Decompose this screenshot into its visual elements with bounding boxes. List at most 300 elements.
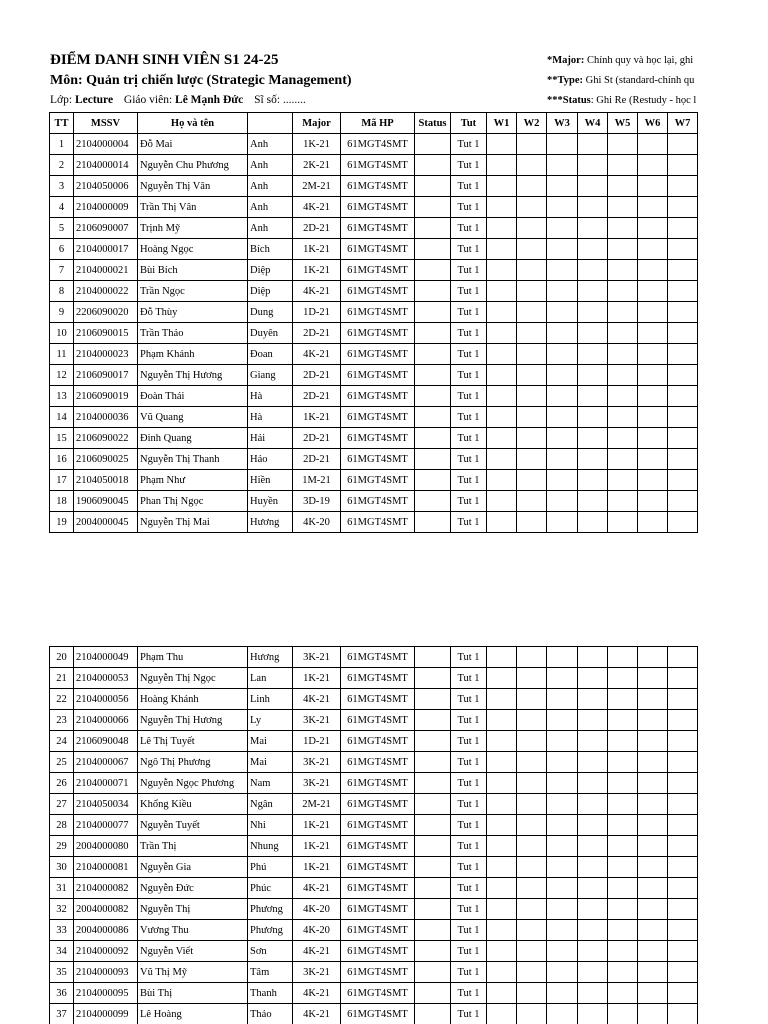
cell-tt: 10 bbox=[50, 323, 74, 344]
cell-w1[interactable] bbox=[487, 815, 517, 836]
cell-ma-hp: 61MGT4SMT bbox=[341, 689, 415, 710]
cell-w7[interactable] bbox=[668, 428, 698, 449]
cell-w3[interactable] bbox=[547, 239, 578, 260]
cell-mssv: 2106090025 bbox=[74, 449, 138, 470]
cell-w4[interactable] bbox=[578, 134, 608, 155]
cell-w1[interactable] bbox=[487, 302, 517, 323]
cell-w7[interactable] bbox=[668, 710, 698, 731]
cell-w6[interactable] bbox=[638, 920, 668, 941]
cell-ten: Mai bbox=[248, 731, 293, 752]
cell-w6[interactable] bbox=[638, 689, 668, 710]
cell-w2[interactable] bbox=[517, 647, 547, 668]
cell-w7[interactable] bbox=[668, 857, 698, 878]
cell-w2[interactable] bbox=[517, 1004, 547, 1024]
cell-w1[interactable] bbox=[487, 197, 517, 218]
cell-w1[interactable] bbox=[487, 962, 517, 983]
cell-w4[interactable] bbox=[578, 878, 608, 899]
cell-w7[interactable] bbox=[668, 815, 698, 836]
cell-w2[interactable] bbox=[517, 365, 547, 386]
cell-w2[interactable] bbox=[517, 689, 547, 710]
cell-w7[interactable] bbox=[668, 731, 698, 752]
cell-w4[interactable] bbox=[578, 407, 608, 428]
cell-w7[interactable] bbox=[668, 239, 698, 260]
cell-w6[interactable] bbox=[638, 710, 668, 731]
cell-w7[interactable] bbox=[668, 281, 698, 302]
cell-w1[interactable] bbox=[487, 668, 517, 689]
cell-w3[interactable] bbox=[547, 512, 578, 533]
cell-w1[interactable] bbox=[487, 941, 517, 962]
cell-w3[interactable] bbox=[547, 962, 578, 983]
cell-w2[interactable] bbox=[517, 386, 547, 407]
cell-w1[interactable] bbox=[487, 470, 517, 491]
cell-tt: 25 bbox=[50, 752, 74, 773]
cell-w4[interactable] bbox=[578, 920, 608, 941]
cell-w2[interactable] bbox=[517, 731, 547, 752]
cell-w5[interactable] bbox=[608, 836, 638, 857]
cell-ho-ten: Nguyễn Thị Hương bbox=[138, 365, 248, 386]
cell-major: 1K-21 bbox=[293, 836, 341, 857]
cell-tt: 23 bbox=[50, 710, 74, 731]
cell-w5[interactable] bbox=[608, 752, 638, 773]
cell-ma-hp: 61MGT4SMT bbox=[341, 878, 415, 899]
cell-w2[interactable] bbox=[517, 134, 547, 155]
cell-w1[interactable] bbox=[487, 983, 517, 1004]
cell-tut: Tut 1 bbox=[451, 302, 487, 323]
cell-w3[interactable] bbox=[547, 689, 578, 710]
cell-mssv: 2104050006 bbox=[74, 176, 138, 197]
cell-w2[interactable] bbox=[517, 407, 547, 428]
cell-w6[interactable] bbox=[638, 752, 668, 773]
cell-w7[interactable] bbox=[668, 323, 698, 344]
cell-w3[interactable] bbox=[547, 428, 578, 449]
cell-w5[interactable] bbox=[608, 710, 638, 731]
cell-w5[interactable] bbox=[608, 878, 638, 899]
cell-ten: Đoan bbox=[248, 344, 293, 365]
cell-w2[interactable] bbox=[517, 836, 547, 857]
cell-w1[interactable] bbox=[487, 731, 517, 752]
cell-w7[interactable] bbox=[668, 470, 698, 491]
cell-w4[interactable] bbox=[578, 449, 608, 470]
cell-w5[interactable] bbox=[608, 668, 638, 689]
cell-w6[interactable] bbox=[638, 260, 668, 281]
cell-w4[interactable] bbox=[578, 260, 608, 281]
cell-w4[interactable] bbox=[578, 281, 608, 302]
cell-w5[interactable] bbox=[608, 260, 638, 281]
cell-w1[interactable] bbox=[487, 386, 517, 407]
cell-w7[interactable] bbox=[668, 302, 698, 323]
cell-w5[interactable] bbox=[608, 512, 638, 533]
cell-w4[interactable] bbox=[578, 365, 608, 386]
cell-w4[interactable] bbox=[578, 512, 608, 533]
cell-w3[interactable] bbox=[547, 815, 578, 836]
cell-w4[interactable] bbox=[578, 155, 608, 176]
cell-w2[interactable] bbox=[517, 794, 547, 815]
cell-ho-ten: Phạm Thu bbox=[138, 647, 248, 668]
cell-w4[interactable] bbox=[578, 302, 608, 323]
cell-w3[interactable] bbox=[547, 710, 578, 731]
cell-tut: Tut 1 bbox=[451, 512, 487, 533]
cell-w5[interactable] bbox=[608, 983, 638, 1004]
cell-w6[interactable] bbox=[638, 407, 668, 428]
cell-w1[interactable] bbox=[487, 155, 517, 176]
cell-w2[interactable] bbox=[517, 428, 547, 449]
cell-w3[interactable] bbox=[547, 878, 578, 899]
cell-w1[interactable] bbox=[487, 647, 517, 668]
cell-w6[interactable] bbox=[638, 176, 668, 197]
cell-w5[interactable] bbox=[608, 899, 638, 920]
cell-w1[interactable] bbox=[487, 752, 517, 773]
cell-ten: Anh bbox=[248, 155, 293, 176]
cell-w2[interactable] bbox=[517, 155, 547, 176]
cell-w7[interactable] bbox=[668, 962, 698, 983]
cell-w5[interactable] bbox=[608, 449, 638, 470]
cell-w5[interactable] bbox=[608, 920, 638, 941]
cell-w2[interactable] bbox=[517, 260, 547, 281]
cell-w3[interactable] bbox=[547, 407, 578, 428]
cell-w2[interactable] bbox=[517, 752, 547, 773]
cell-w7[interactable] bbox=[668, 218, 698, 239]
cell-w7[interactable] bbox=[668, 920, 698, 941]
cell-w1[interactable] bbox=[487, 857, 517, 878]
cell-w4[interactable] bbox=[578, 731, 608, 752]
cell-w7[interactable] bbox=[668, 941, 698, 962]
cell-w6[interactable] bbox=[638, 773, 668, 794]
cell-w2[interactable] bbox=[517, 878, 547, 899]
cell-w1[interactable] bbox=[487, 134, 517, 155]
cell-w3[interactable] bbox=[547, 773, 578, 794]
cell-w4[interactable] bbox=[578, 815, 608, 836]
cell-w7[interactable] bbox=[668, 386, 698, 407]
cell-w2[interactable] bbox=[517, 470, 547, 491]
cell-ma-hp: 61MGT4SMT bbox=[341, 218, 415, 239]
table-header-row bbox=[50, 113, 698, 134]
cell-major: 2D-21 bbox=[293, 323, 341, 344]
cell-w4[interactable] bbox=[578, 836, 608, 857]
cell-w7[interactable] bbox=[668, 647, 698, 668]
cell-w1[interactable] bbox=[487, 407, 517, 428]
cell-w3[interactable] bbox=[547, 920, 578, 941]
cell-w4[interactable] bbox=[578, 983, 608, 1004]
cell-ho-ten: Lê Thị Tuyết bbox=[138, 731, 248, 752]
table-row bbox=[50, 449, 698, 470]
cell-w5[interactable] bbox=[608, 470, 638, 491]
cell-w3[interactable] bbox=[547, 491, 578, 512]
column-header-w1: W1 bbox=[487, 113, 517, 134]
cell-w6[interactable] bbox=[638, 239, 668, 260]
cell-w6[interactable] bbox=[638, 983, 668, 1004]
cell-w7[interactable] bbox=[668, 344, 698, 365]
cell-w7[interactable] bbox=[668, 689, 698, 710]
cell-w1[interactable] bbox=[487, 218, 517, 239]
cell-w5[interactable] bbox=[608, 134, 638, 155]
cell-w5[interactable] bbox=[608, 428, 638, 449]
cell-w7[interactable] bbox=[668, 512, 698, 533]
cell-w3[interactable] bbox=[547, 836, 578, 857]
cell-w7[interactable] bbox=[668, 365, 698, 386]
cell-w2[interactable] bbox=[517, 962, 547, 983]
cell-w3[interactable] bbox=[547, 794, 578, 815]
cell-w6[interactable] bbox=[638, 470, 668, 491]
cell-w1[interactable] bbox=[487, 710, 517, 731]
cell-w3[interactable] bbox=[547, 134, 578, 155]
cell-w3[interactable] bbox=[547, 302, 578, 323]
cell-w4[interactable] bbox=[578, 386, 608, 407]
cell-w7[interactable] bbox=[668, 668, 698, 689]
cell-w4[interactable] bbox=[578, 857, 608, 878]
cell-w5[interactable] bbox=[608, 1004, 638, 1024]
cell-w1[interactable] bbox=[487, 365, 517, 386]
cell-w5[interactable] bbox=[608, 815, 638, 836]
cell-tt: 36 bbox=[50, 983, 74, 1004]
cell-w1[interactable] bbox=[487, 899, 517, 920]
cell-w3[interactable] bbox=[547, 281, 578, 302]
cell-w5[interactable] bbox=[608, 218, 638, 239]
cell-w2[interactable] bbox=[517, 899, 547, 920]
cell-w1[interactable] bbox=[487, 1004, 517, 1024]
cell-w2[interactable] bbox=[517, 920, 547, 941]
cell-w5[interactable] bbox=[608, 365, 638, 386]
cell-w2[interactable] bbox=[517, 491, 547, 512]
cell-w5[interactable] bbox=[608, 386, 638, 407]
cell-ten: Lan bbox=[248, 668, 293, 689]
cell-w1[interactable] bbox=[487, 344, 517, 365]
cell-w6[interactable] bbox=[638, 323, 668, 344]
cell-w5[interactable] bbox=[608, 407, 638, 428]
cell-tt: 31 bbox=[50, 878, 74, 899]
cell-w6[interactable] bbox=[638, 899, 668, 920]
cell-w2[interactable] bbox=[517, 857, 547, 878]
cell-w7[interactable] bbox=[668, 449, 698, 470]
cell-ho-ten: Trịnh Mỹ bbox=[138, 218, 248, 239]
cell-w7[interactable] bbox=[668, 134, 698, 155]
cell-w1[interactable] bbox=[487, 281, 517, 302]
cell-w3[interactable] bbox=[547, 197, 578, 218]
cell-w5[interactable] bbox=[608, 302, 638, 323]
cell-w4[interactable] bbox=[578, 197, 608, 218]
cell-w3[interactable] bbox=[547, 365, 578, 386]
cell-w2[interactable] bbox=[517, 512, 547, 533]
cell-w4[interactable] bbox=[578, 710, 608, 731]
cell-w2[interactable] bbox=[517, 218, 547, 239]
cell-w7[interactable] bbox=[668, 1004, 698, 1024]
cell-w7[interactable] bbox=[668, 836, 698, 857]
cell-w5[interactable] bbox=[608, 941, 638, 962]
cell-w3[interactable] bbox=[547, 983, 578, 1004]
cell-w1[interactable] bbox=[487, 491, 517, 512]
cell-w6[interactable] bbox=[638, 365, 668, 386]
cell-w6[interactable] bbox=[638, 668, 668, 689]
cell-w1[interactable] bbox=[487, 323, 517, 344]
cell-w6[interactable] bbox=[638, 302, 668, 323]
cell-w5[interactable] bbox=[608, 857, 638, 878]
cell-w4[interactable] bbox=[578, 647, 608, 668]
cell-w7[interactable] bbox=[668, 773, 698, 794]
cell-w4[interactable] bbox=[578, 1004, 608, 1024]
cell-w6[interactable] bbox=[638, 344, 668, 365]
cell-w6[interactable] bbox=[638, 836, 668, 857]
cell-mssv: 1906090045 bbox=[74, 491, 138, 512]
cell-w2[interactable] bbox=[517, 281, 547, 302]
cell-w7[interactable] bbox=[668, 407, 698, 428]
cell-w3[interactable] bbox=[547, 731, 578, 752]
cell-w2[interactable] bbox=[517, 239, 547, 260]
cell-w4[interactable] bbox=[578, 176, 608, 197]
cell-w5[interactable] bbox=[608, 962, 638, 983]
cell-w1[interactable] bbox=[487, 449, 517, 470]
cell-w6[interactable] bbox=[638, 647, 668, 668]
cell-w3[interactable] bbox=[547, 260, 578, 281]
cell-w5[interactable] bbox=[608, 794, 638, 815]
cell-w4[interactable] bbox=[578, 899, 608, 920]
cell-w6[interactable] bbox=[638, 155, 668, 176]
cell-w3[interactable] bbox=[547, 386, 578, 407]
cell-w4[interactable] bbox=[578, 344, 608, 365]
cell-w4[interactable] bbox=[578, 323, 608, 344]
cell-w2[interactable] bbox=[517, 176, 547, 197]
cell-w4[interactable] bbox=[578, 941, 608, 962]
cell-w1[interactable] bbox=[487, 428, 517, 449]
cell-w1[interactable] bbox=[487, 512, 517, 533]
cell-tut: Tut 1 bbox=[451, 218, 487, 239]
cell-w1[interactable] bbox=[487, 878, 517, 899]
cell-w3[interactable] bbox=[547, 323, 578, 344]
cell-w6[interactable] bbox=[638, 815, 668, 836]
cell-w6[interactable] bbox=[638, 491, 668, 512]
cell-w5[interactable] bbox=[608, 155, 638, 176]
cell-w6[interactable] bbox=[638, 794, 668, 815]
cell-w6[interactable] bbox=[638, 878, 668, 899]
cell-w1[interactable] bbox=[487, 794, 517, 815]
table-row bbox=[50, 239, 698, 260]
cell-w5[interactable] bbox=[608, 689, 638, 710]
cell-w1[interactable] bbox=[487, 260, 517, 281]
cell-w6[interactable] bbox=[638, 962, 668, 983]
cell-w3[interactable] bbox=[547, 155, 578, 176]
cell-w2[interactable] bbox=[517, 773, 547, 794]
cell-w7[interactable] bbox=[668, 260, 698, 281]
cell-w4[interactable] bbox=[578, 218, 608, 239]
cell-w2[interactable] bbox=[517, 323, 547, 344]
cell-w6[interactable] bbox=[638, 1004, 668, 1024]
cell-w1[interactable] bbox=[487, 176, 517, 197]
student-count-label: Sĩ số: ........ bbox=[254, 94, 306, 106]
cell-w3[interactable] bbox=[547, 470, 578, 491]
cell-w3[interactable] bbox=[547, 449, 578, 470]
cell-w6[interactable] bbox=[638, 281, 668, 302]
cell-w5[interactable] bbox=[608, 323, 638, 344]
cell-major: 4K-20 bbox=[293, 899, 341, 920]
cell-w6[interactable] bbox=[638, 941, 668, 962]
cell-w3[interactable] bbox=[547, 752, 578, 773]
cell-w4[interactable] bbox=[578, 239, 608, 260]
cell-w4[interactable] bbox=[578, 491, 608, 512]
cell-tut: Tut 1 bbox=[451, 323, 487, 344]
cell-w1[interactable] bbox=[487, 836, 517, 857]
cell-mssv: 2106090007 bbox=[74, 218, 138, 239]
cell-w6[interactable] bbox=[638, 428, 668, 449]
cell-w7[interactable] bbox=[668, 899, 698, 920]
cell-w6[interactable] bbox=[638, 512, 668, 533]
cell-mssv: 2004000086 bbox=[74, 920, 138, 941]
cell-tut: Tut 1 bbox=[451, 794, 487, 815]
cell-tt: 30 bbox=[50, 857, 74, 878]
cell-w7[interactable] bbox=[668, 491, 698, 512]
cell-w6[interactable] bbox=[638, 449, 668, 470]
cell-w4[interactable] bbox=[578, 962, 608, 983]
cell-w1[interactable] bbox=[487, 773, 517, 794]
cell-tut: Tut 1 bbox=[451, 689, 487, 710]
cell-w6[interactable] bbox=[638, 197, 668, 218]
cell-w4[interactable] bbox=[578, 470, 608, 491]
cell-major: 4K-20 bbox=[293, 512, 341, 533]
cell-status bbox=[415, 710, 451, 731]
cell-w4[interactable] bbox=[578, 752, 608, 773]
cell-w1[interactable] bbox=[487, 689, 517, 710]
cell-w5[interactable] bbox=[608, 773, 638, 794]
cell-w7[interactable] bbox=[668, 983, 698, 1004]
cell-w3[interactable] bbox=[547, 668, 578, 689]
cell-w3[interactable] bbox=[547, 899, 578, 920]
cell-w4[interactable] bbox=[578, 773, 608, 794]
cell-w6[interactable] bbox=[638, 134, 668, 155]
cell-w3[interactable] bbox=[547, 344, 578, 365]
cell-w2[interactable] bbox=[517, 941, 547, 962]
cell-w7[interactable] bbox=[668, 155, 698, 176]
cell-w6[interactable] bbox=[638, 857, 668, 878]
cell-w2[interactable] bbox=[517, 983, 547, 1004]
cell-w7[interactable] bbox=[668, 197, 698, 218]
cell-tut: Tut 1 bbox=[451, 815, 487, 836]
cell-w3[interactable] bbox=[547, 1004, 578, 1024]
cell-w5[interactable] bbox=[608, 239, 638, 260]
cell-w4[interactable] bbox=[578, 428, 608, 449]
cell-w1[interactable] bbox=[487, 239, 517, 260]
cell-w2[interactable] bbox=[517, 668, 547, 689]
cell-status bbox=[415, 428, 451, 449]
cell-w5[interactable] bbox=[608, 344, 638, 365]
cell-w3[interactable] bbox=[547, 857, 578, 878]
cell-w5[interactable] bbox=[608, 647, 638, 668]
cell-w1[interactable] bbox=[487, 920, 517, 941]
cell-w4[interactable] bbox=[578, 689, 608, 710]
cell-w3[interactable] bbox=[547, 941, 578, 962]
cell-w2[interactable] bbox=[517, 302, 547, 323]
cell-w6[interactable] bbox=[638, 218, 668, 239]
cell-w7[interactable] bbox=[668, 752, 698, 773]
cell-w7[interactable] bbox=[668, 794, 698, 815]
cell-w7[interactable] bbox=[668, 176, 698, 197]
cell-w5[interactable] bbox=[608, 731, 638, 752]
cell-w3[interactable] bbox=[547, 176, 578, 197]
cell-w6[interactable] bbox=[638, 731, 668, 752]
cell-w5[interactable] bbox=[608, 197, 638, 218]
cell-w2[interactable] bbox=[517, 197, 547, 218]
cell-w4[interactable] bbox=[578, 668, 608, 689]
cell-w2[interactable] bbox=[517, 815, 547, 836]
cell-w5[interactable] bbox=[608, 491, 638, 512]
cell-w3[interactable] bbox=[547, 647, 578, 668]
cell-w2[interactable] bbox=[517, 710, 547, 731]
cell-w4[interactable] bbox=[578, 794, 608, 815]
cell-w3[interactable] bbox=[547, 218, 578, 239]
cell-w7[interactable] bbox=[668, 878, 698, 899]
cell-w5[interactable] bbox=[608, 281, 638, 302]
cell-w6[interactable] bbox=[638, 386, 668, 407]
table-row bbox=[50, 836, 698, 857]
cell-w2[interactable] bbox=[517, 449, 547, 470]
cell-w2[interactable] bbox=[517, 344, 547, 365]
cell-w5[interactable] bbox=[608, 176, 638, 197]
